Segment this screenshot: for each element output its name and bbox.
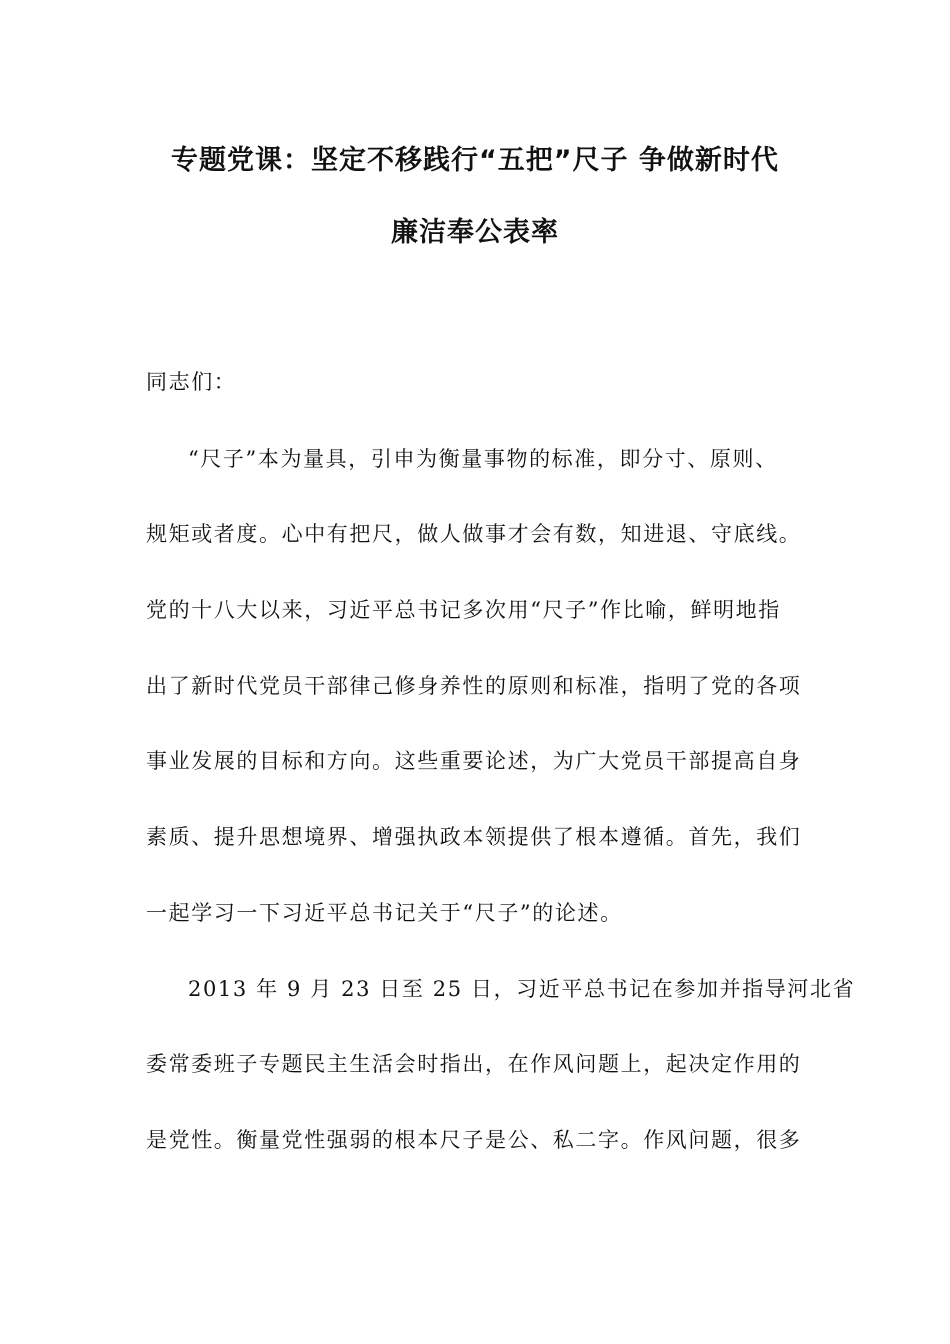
paragraph-1-line: 一起学习一下习近平总书记关于“尺子”的论述。 <box>146 901 623 925</box>
document-title-line-1: 专题党课：坚定不移践行“五把”尺子 争做新时代 <box>171 145 779 176</box>
paragraph-2-line: 委常委班子专题民主生活会时指出，在作风问题上，起决定作用的 <box>146 1052 802 1076</box>
document-title-line-2: 廉洁奉公表率 <box>391 217 559 248</box>
paragraph-1-line: 出了新时代党员干部律己修身养性的原则和标准，指明了党的各项 <box>146 674 802 698</box>
paragraph-2-line: 是党性。衡量党性强弱的根本尺子是公、私二字。作风问题，很多 <box>146 1128 802 1152</box>
paragraph-1-line: 规矩或者度。心中有把尺，做人做事才会有数，知进退、守底线。 <box>146 522 802 546</box>
paragraph-1-line: 党的十八大以来，习近平总书记多次用“尺子”作比喻，鲜明地指 <box>146 598 781 622</box>
paragraph-1-line: 素质、提升思想境界、增强执政本领提供了根本遵循。首先，我们 <box>146 825 802 849</box>
salutation: 同志们： <box>146 370 237 394</box>
paragraph-1-line: “尺子”本为量具，引申为衡量事物的标准，即分寸、原则、 <box>188 447 778 471</box>
paragraph-1-line: 事业发展的目标和方向。这些重要论述，为广大党员干部提高自身 <box>146 749 802 773</box>
paragraph-2-line: 2013 年 9 月 23 日至 25 日，习近平总书记在参加并指导河北省 <box>188 977 856 1001</box>
